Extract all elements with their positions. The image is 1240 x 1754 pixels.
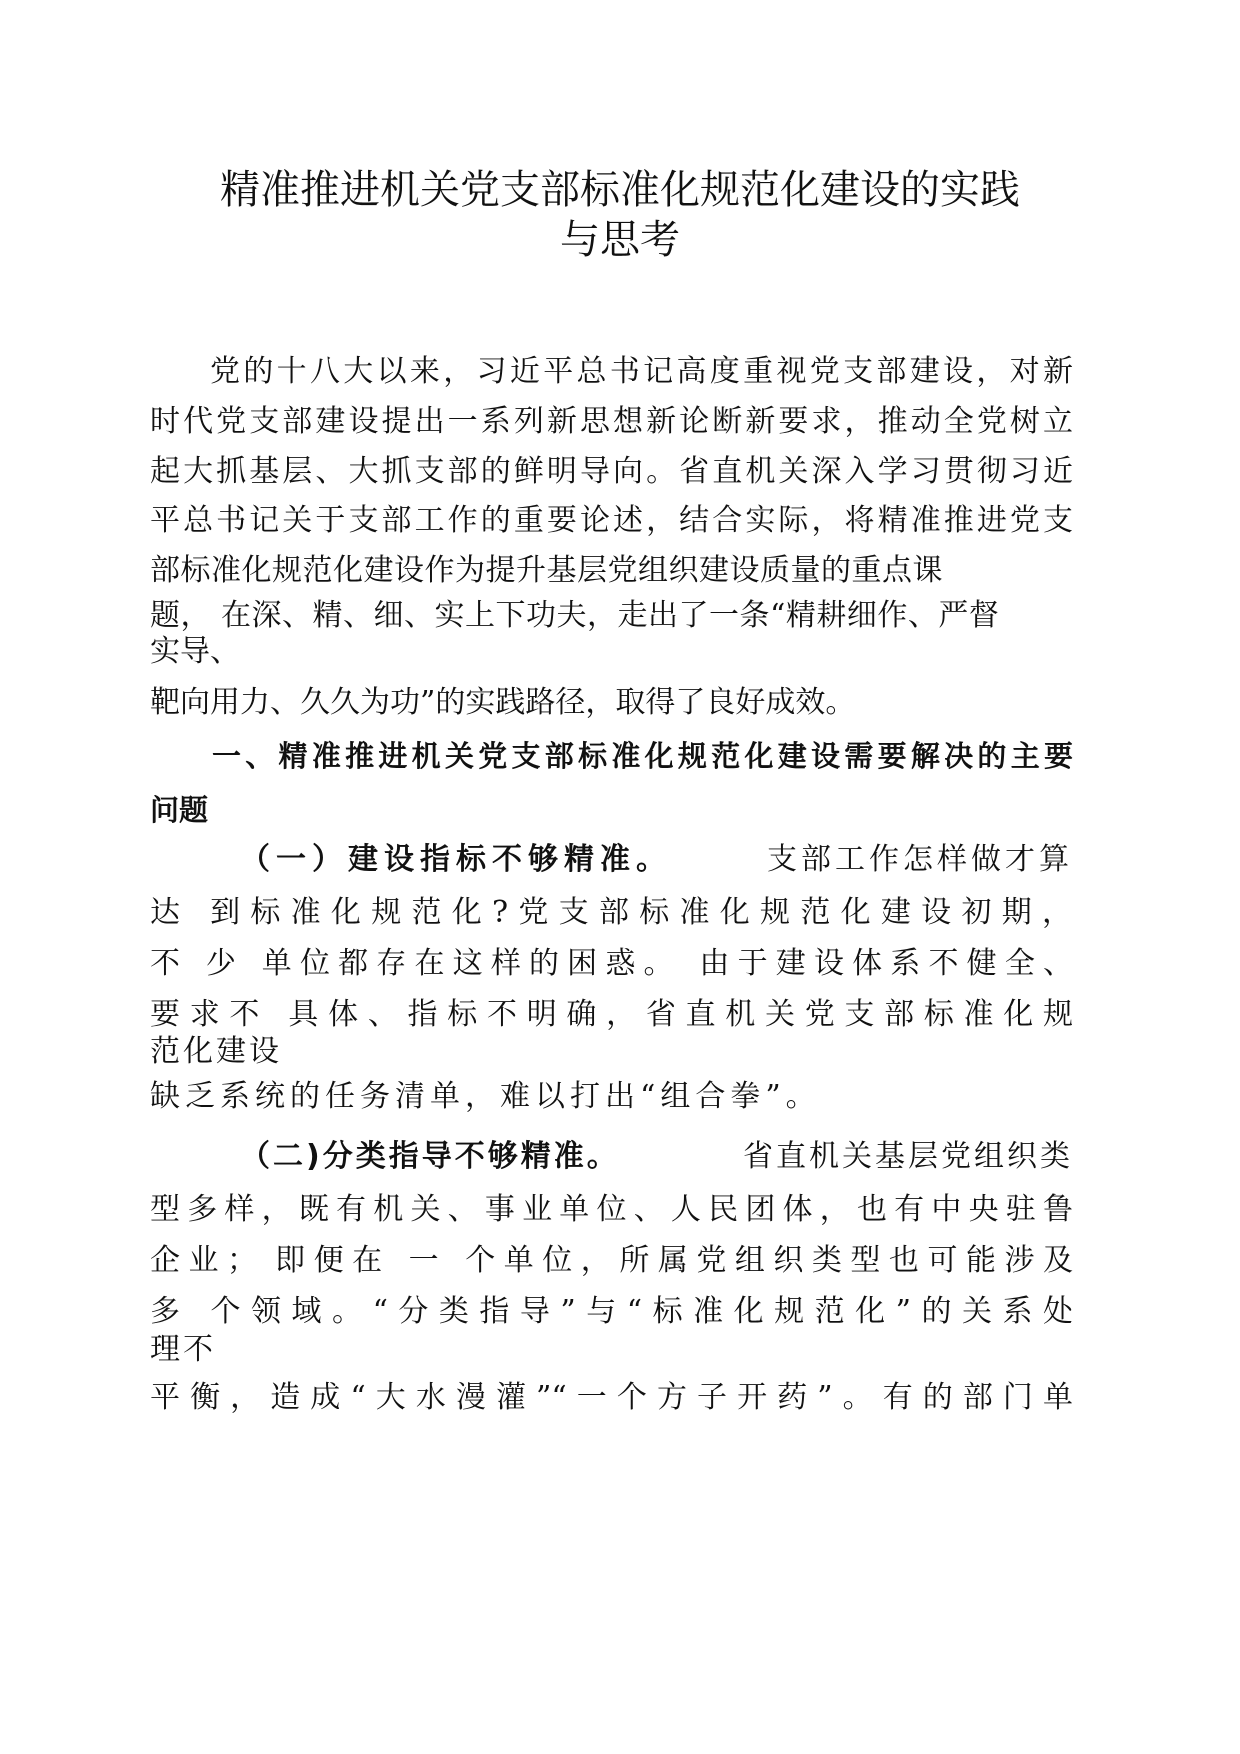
section-heading-line: 问题 [150,793,209,827]
subsection-line: 达 到标准化规范化?党支部标准化规范化建设初期， [150,895,1073,930]
subsection-line [240,1137,1073,1177]
intro-line: 题， 在深、精、细、实上下功夫，走出了一条“精耕细作、严督 [150,598,1000,633]
section-heading-line: 一、精准推进机关党支部标准化规范化建设需要解决的主要 [212,739,1073,773]
subsection-text: 省直机关基层党组织类 [743,1139,1073,1174]
subsection-line: 平衡，造成“大水漫灌”“一个方子开药”。有的部门单 [150,1380,1073,1415]
subsection-lead: （二)分类指导不够精准。 [240,1139,620,1174]
subsection-line: 型多样，既有机关、事业单位、人民团体，也有中央驻鲁 [150,1192,1073,1227]
intro-line: 时代党支部建设提出一系列新思想新论断新要求，推动全党树立 [150,404,1073,439]
subsection-line: 理不 [150,1332,216,1367]
intro-line: 部标准化规范化建设作为提升基层党组织建设质量的重点课 [150,553,943,588]
subsection-line: 多 个领域。“分类指导”与“标准化规范化”的关系处 [150,1294,1073,1329]
intro-line: 平总书记关于支部工作的重要论述，结合实际，将精准推进党支 [150,503,1073,538]
subsection-lead: （一）建设指标不够精准。 [240,842,672,877]
subsection-line: 企业； 即便在 一 个单位，所属党组织类型也可能涉及 [150,1243,1073,1278]
subsection-line: 要求不 具体、指标不明确，省直机关党支部标准化规 [150,997,1073,1032]
document-title-line-1: 精准推进机关党支部标准化规范化建设的实践 [220,167,1020,213]
subsection-line: 不 少 单位都存在这样的困惑。 由于建设体系不健全、 [150,946,1073,981]
intro-line: 实导、 [150,634,240,669]
intro-line: 党的十八大以来，习近平总书记高度重视党支部建设，对新 [210,354,1073,389]
subsection-line: 范化建设 [150,1034,282,1069]
subsection-text: 支部工作怎样做才算 [767,842,1073,877]
document-title-line-2: 与思考 [560,217,680,263]
intro-line: 起大抓基层、大抓支部的鲜明导向。省直机关深入学习贯彻习近 [150,454,1073,489]
intro-line: 靶向用力、久久为功”的实践路径，取得了良好成效。 [150,685,856,720]
subsection-line: 缺乏系统的任务清单，难以打出“组合拳”。 [150,1079,821,1114]
subsection-line [240,840,1073,880]
